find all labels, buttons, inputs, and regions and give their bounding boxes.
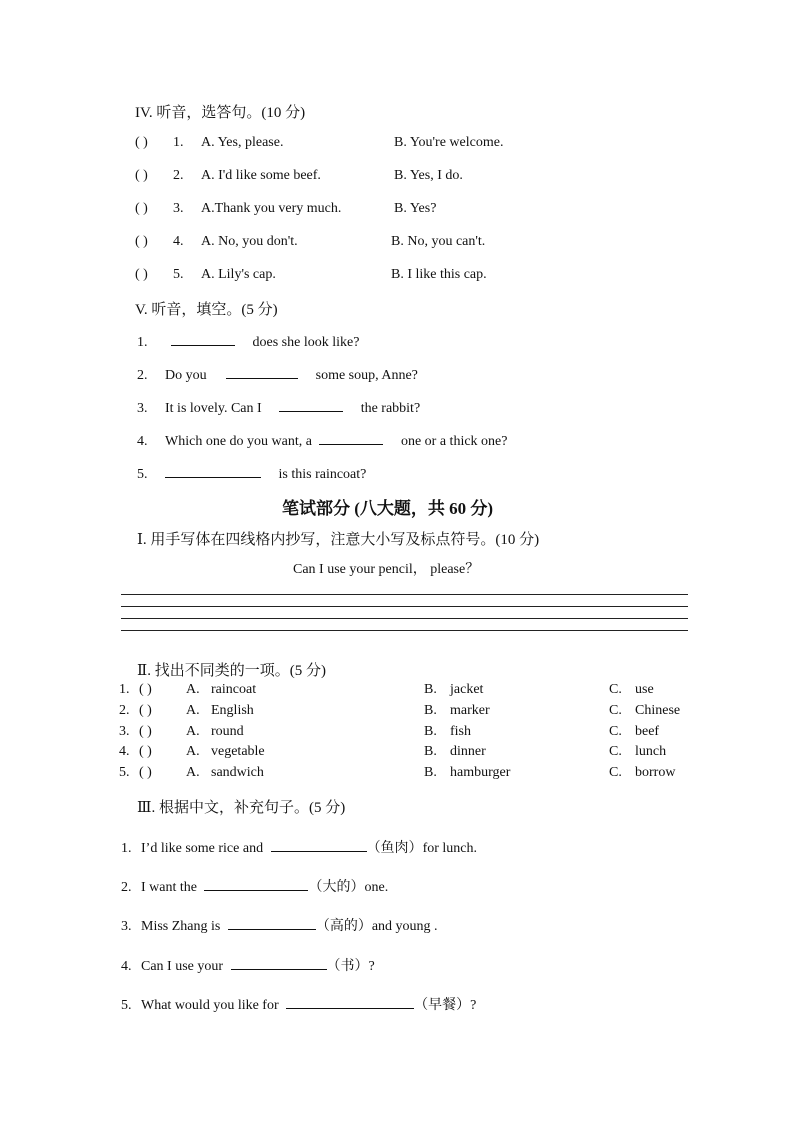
answer-paren: ( ) <box>135 168 148 183</box>
sentence-text: does she look like? <box>252 335 360 350</box>
question-number: 1. <box>119 682 130 697</box>
question-number: 2. <box>121 880 132 895</box>
sentence-text: some soup, Anne? <box>315 368 418 383</box>
list-item <box>121 837 477 858</box>
sentence-text: Can I use your <box>141 959 224 974</box>
option-label: C. <box>609 724 622 739</box>
section-3-title: Ⅲ. 根据中文，补充句子。(5 分) <box>137 800 346 816</box>
question-number: 2. <box>137 368 148 383</box>
answer-paren: ( ) <box>139 765 152 780</box>
question-number: 1. <box>137 335 148 350</box>
option-a: vegetable <box>211 744 265 759</box>
option-label: A. <box>186 703 200 718</box>
list-item <box>137 463 366 484</box>
answer-paren: ( ) <box>135 201 148 216</box>
option-b: B. You're welcome. <box>394 135 504 150</box>
chinese-hint: （高的） <box>315 919 372 934</box>
option-a: sandwich <box>211 765 264 780</box>
answer-paren: ( ) <box>135 267 148 282</box>
list-item <box>137 397 420 418</box>
option-label: B. <box>424 744 437 759</box>
question-number: 1. <box>173 135 184 150</box>
option-label: A. <box>186 744 200 759</box>
question-number: 4. <box>119 744 130 759</box>
sentence-text: is this raincoat? <box>278 467 367 482</box>
answer-blank[interactable] <box>286 994 414 1009</box>
copy-sentence: Can I use your pencil， please？ <box>293 562 480 577</box>
question-number: 5. <box>119 765 130 780</box>
question-number: 2. <box>119 703 130 718</box>
question-number: 3. <box>121 919 132 934</box>
list-item <box>137 331 359 352</box>
option-a: A. Yes, please. <box>201 135 284 150</box>
chinese-hint: （书） <box>326 959 369 974</box>
written-part-title: 笔试部分 (八大题，共 60 分) <box>282 499 494 518</box>
option-label: A. <box>186 724 200 739</box>
list-item <box>137 364 418 385</box>
answer-blank[interactable] <box>171 331 235 346</box>
question-number: 3. <box>173 201 184 216</box>
option-label: C. <box>609 765 622 780</box>
option-label: A. <box>186 682 200 697</box>
option-label: C. <box>609 703 622 718</box>
answer-paren: ( ) <box>135 234 148 249</box>
question-number: 4. <box>137 434 148 449</box>
option-a: A. No, you don't. <box>201 234 298 249</box>
chinese-hint: （早餐） <box>414 998 471 1013</box>
answer-paren: ( ) <box>139 744 152 759</box>
question-number: 2. <box>173 168 184 183</box>
option-label: C. <box>609 682 622 697</box>
option-b: dinner <box>450 744 486 759</box>
option-label: A. <box>186 765 200 780</box>
section-5-title: V. 听音，填空。(5 分) <box>135 302 278 318</box>
option-a: English <box>211 703 254 718</box>
sentence-text: Miss Zhang is <box>141 919 221 934</box>
question-number: 5. <box>137 467 148 482</box>
answer-blank[interactable] <box>231 955 327 970</box>
answer-blank[interactable] <box>165 463 261 478</box>
answer-paren: ( ) <box>139 682 152 697</box>
option-label: B. <box>424 724 437 739</box>
answer-blank[interactable] <box>226 364 298 379</box>
answer-blank[interactable] <box>204 876 308 891</box>
sentence-text: one. <box>364 880 389 895</box>
sentence-text: ? <box>368 959 375 974</box>
list-item <box>137 430 507 451</box>
option-c: beef <box>635 724 660 739</box>
option-b: fish <box>450 724 471 739</box>
option-b: B. Yes, I do. <box>394 168 463 183</box>
question-number: 1. <box>121 841 132 856</box>
option-c: lunch <box>635 744 667 759</box>
option-label: B. <box>424 765 437 780</box>
sentence-text: ? <box>470 998 477 1013</box>
grid-line <box>121 630 688 631</box>
option-b: B. I like this cap. <box>391 267 487 282</box>
option-b: marker <box>450 703 490 718</box>
answer-blank[interactable] <box>279 397 343 412</box>
option-a: A.Thank you very much. <box>201 201 342 216</box>
grid-line <box>121 618 688 619</box>
sentence-text: the rabbit? <box>360 401 421 416</box>
option-c: borrow <box>635 765 676 780</box>
chinese-hint: （大的） <box>308 880 365 895</box>
sentence-text: I want the <box>141 880 197 895</box>
list-item <box>121 876 388 897</box>
sentence-text: and young . <box>371 919 438 934</box>
option-b: jacket <box>450 682 484 697</box>
section-1-title: Ⅰ. 用手写体在四线格内抄写，注意大小写及标点符号。(10 分) <box>137 532 540 548</box>
question-number: 4. <box>173 234 184 249</box>
section-2-title: Ⅱ. 找出不同类的一项。(5 分) <box>137 663 326 679</box>
option-b: B. No, you can't. <box>391 234 486 249</box>
answer-blank[interactable] <box>228 915 316 930</box>
sentence-text: What would you like for <box>141 998 279 1013</box>
option-a: round <box>211 724 244 739</box>
list-item <box>121 915 438 936</box>
option-label: B. <box>424 703 437 718</box>
question-number: 5. <box>173 267 184 282</box>
question-number: 3. <box>119 724 130 739</box>
answer-paren: ( ) <box>139 703 152 718</box>
option-a: raincoat <box>211 682 257 697</box>
sentence-text: It is lovely. Can I <box>165 401 262 416</box>
question-number: 5. <box>121 998 132 1013</box>
answer-paren: ( ) <box>135 135 148 150</box>
answer-blank[interactable] <box>319 430 383 445</box>
grid-line <box>121 606 688 607</box>
question-number: 3. <box>137 401 148 416</box>
grid-line <box>121 594 688 595</box>
option-c: Chinese <box>635 703 681 718</box>
chinese-hint: （鱼肉） <box>366 841 423 856</box>
sentence-text: I’d like some rice and <box>141 841 264 856</box>
option-b: hamburger <box>450 765 511 780</box>
option-label: C. <box>609 744 622 759</box>
list-item <box>121 955 375 976</box>
sentence-text: for lunch. <box>422 841 477 856</box>
section-4-title: IV. 听音，选答句。(10 分) <box>135 105 306 121</box>
option-b: B. Yes? <box>394 201 437 216</box>
option-c: use <box>635 682 654 697</box>
question-number: 4. <box>121 959 132 974</box>
list-item <box>121 994 476 1015</box>
option-a: A. Lily's cap. <box>201 267 276 282</box>
answer-blank[interactable] <box>271 837 367 852</box>
sentence-text: Do you <box>165 368 207 383</box>
option-a: A. I'd like some beef. <box>201 168 321 183</box>
sentence-text: Which one do you want, a <box>165 434 312 449</box>
answer-paren: ( ) <box>139 724 152 739</box>
option-label: B. <box>424 682 437 697</box>
sentence-text: one or a thick one? <box>400 434 508 449</box>
